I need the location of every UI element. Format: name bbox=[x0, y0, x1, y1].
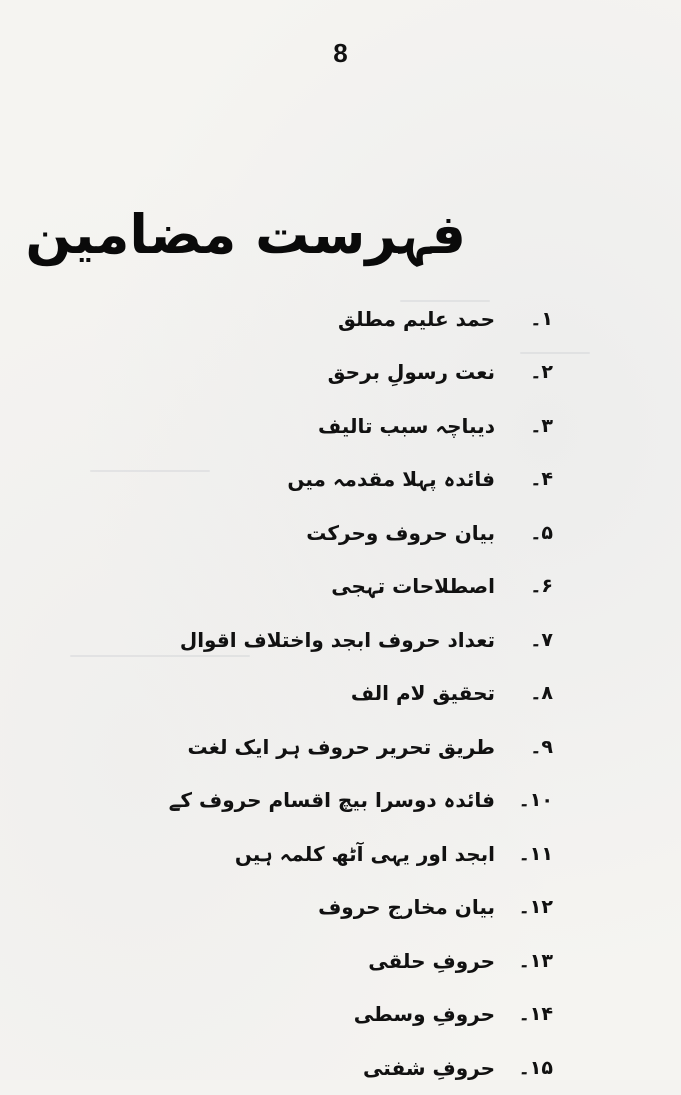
toc-entry-title: حمد علیم مطلق bbox=[337, 306, 495, 331]
toc-entry-title: حروفِ حلقی bbox=[368, 948, 495, 973]
toc-entry-title: نعت رسولِ برحق bbox=[327, 360, 495, 385]
toc-entry bbox=[113, 827, 553, 881]
toc-entry-number: ۵۔ bbox=[530, 521, 553, 544]
toc-entry bbox=[113, 506, 553, 560]
toc-entry-title: حروفِ شفتی bbox=[363, 1055, 495, 1080]
toc-entry-title: اصطلاحات تہجی bbox=[331, 574, 495, 599]
toc-entry-number: ۱۳۔ bbox=[518, 949, 553, 972]
toc-entry-number: ۱۵۔ bbox=[518, 1056, 553, 1079]
toc-entry bbox=[113, 560, 553, 614]
toc-entry-number: ۴۔ bbox=[530, 468, 553, 491]
toc-entry-number: ۶۔ bbox=[530, 575, 553, 598]
toc-entry bbox=[113, 346, 553, 400]
toc-entry bbox=[113, 1041, 553, 1095]
page-title: فہرست مضامین bbox=[25, 203, 466, 266]
toc-entry-number: ۷۔ bbox=[530, 628, 553, 651]
toc-entry-number: ۱۴۔ bbox=[518, 1003, 553, 1026]
page-number: 8 bbox=[333, 38, 348, 68]
toc-entry-number: ۲۔ bbox=[530, 361, 553, 384]
toc-entry-title: تعداد حروف ابجد واختلاف اقوال bbox=[179, 627, 495, 652]
toc-entry-number: ۹۔ bbox=[530, 735, 553, 758]
toc-entry-number: ۱۔ bbox=[530, 307, 553, 330]
toc-entry bbox=[113, 881, 553, 935]
toc-entry bbox=[113, 453, 553, 507]
toc-entry-title: ابجد اور یہی آٹھ کلمہ ہیں bbox=[234, 841, 495, 866]
toc-entry-title: فائدہ دوسرا بیچ اقسام حروف کے bbox=[168, 788, 495, 813]
table-of-contents bbox=[113, 292, 553, 1095]
toc-entry bbox=[113, 774, 553, 828]
toc-entry bbox=[113, 399, 553, 453]
toc-entry bbox=[113, 613, 553, 667]
toc-entry-number: ۱۲۔ bbox=[518, 896, 553, 919]
toc-entry-title: طریق تحریر حروف ہر ایک لغت bbox=[187, 734, 495, 759]
toc-entry bbox=[113, 667, 553, 721]
toc-entry-title: دیباچہ سبب تالیف bbox=[317, 413, 495, 438]
toc-entry-number: ۱۱۔ bbox=[518, 842, 553, 865]
toc-entry-title: بیان حروف وحرکت bbox=[306, 520, 495, 545]
toc-entry-number: ۳۔ bbox=[530, 414, 553, 437]
toc-entry bbox=[113, 720, 553, 774]
toc-entry bbox=[113, 292, 553, 346]
toc-entry bbox=[113, 988, 553, 1042]
toc-entry-title: بیان مخارج حروف bbox=[318, 895, 495, 920]
toc-entry bbox=[113, 934, 553, 988]
toc-entry-number: ۱۰۔ bbox=[518, 789, 553, 812]
toc-entry-title: حروفِ وسطی bbox=[353, 1002, 495, 1027]
toc-entry-title: تحقیق لام الف bbox=[350, 681, 495, 706]
toc-entry-number: ۸۔ bbox=[530, 682, 553, 705]
toc-entry-title: فائدہ پہلا مقدمہ میں bbox=[287, 467, 495, 492]
